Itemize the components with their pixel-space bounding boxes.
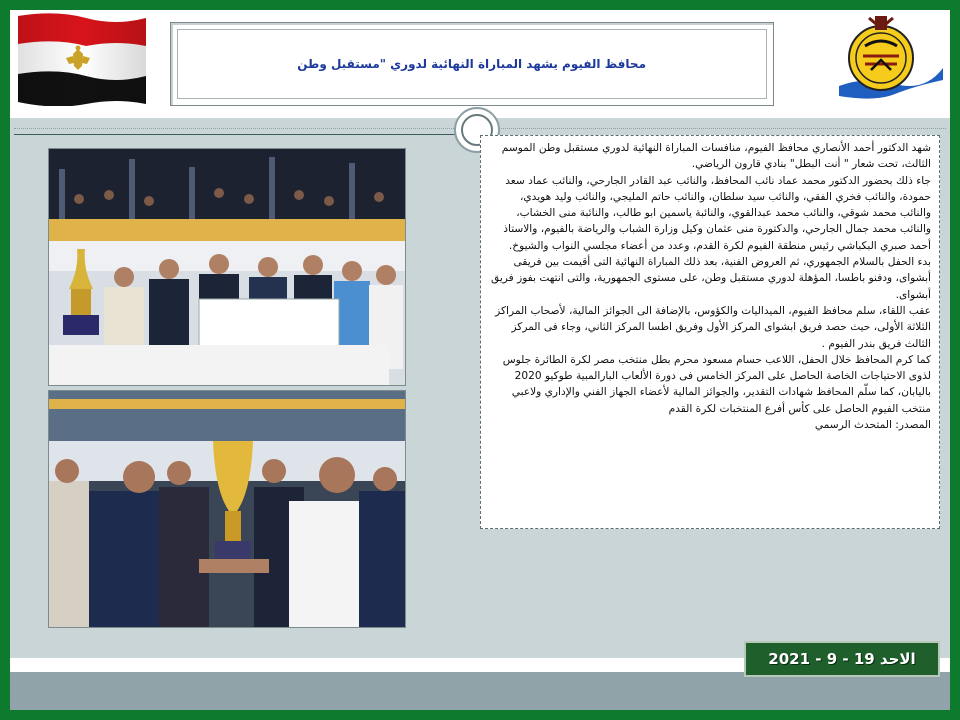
footer-band: [10, 672, 950, 710]
article-paragraph: عقب اللقاء، سلم محافظ الفيوم، الميداليات والكؤوس، بالإضافة الى الجوائز المالية، لأصحاب المراكز الثلاثة الأولى، حيث حصد فريق ابشواى المركز الأول وفريق اطسا المركز الثاني، وجاء فى المركز الثالث فريق بندر الفيوم .: [495, 304, 931, 350]
fayoum-governorate-logo-icon: [835, 14, 947, 112]
header-divider-dark: [14, 134, 494, 135]
ceremony-photo-top: [48, 148, 406, 386]
article-paragraph: جاء ذلك بحضور الدكتور محمد عماد نائب المحافظ، والنائب عبد القادر الجارحي، والنائب عماد سعد حمودة، والنائب فخري الفقي، والنائب سيد سلطان، والنائب حاتم المليجي، والنائب وليد هويدي، والنائب محمد شوقي، والنائب محمد عبدالقوي، والنائبة ياسمين ابو طالب، والنائبة منى الخشاب، والنائب محمد جمال الجارحي، والدكتورة منى عثمان وكيل وزارة الشباب والرياضة بالفيوم، والاستاذ أحمد صبري البكباشي رئيس منطقة الفيوم لكرة القدم، وعدد من أعضاء مجلسي النواب والشيوخ.: [503, 174, 931, 252]
article-paragraph: بدء الحفل بالسلام الجمهوري، ثم العروض الفنية، بعد ذلك المباراة النهائية التى أقيمت بين فريقى أبشواى، ودفنو باطسا، المؤهلة لدوري مستقبل وطن، على مستوى الجمهورية، والتى انتهت بفوز فريق أبشواى.: [491, 256, 931, 301]
title-box-inner: [177, 29, 767, 99]
date-badge: [744, 641, 940, 677]
article-paragraph: كما كرم المحافظ خلال الحفل، اللاعب حسام مسعود محرم بطل منتخب مصر لكرة الطائرة جلوس لذوى الاحتياجات الخاصة الحاصل على المركز الخامس فى دورة الألعاب البارالمبية طوكيو 2020 باليابان، كما سلّم المحافظ شهادات التقدير، والجوائز المالية لأعضاء الجهاز الفني والإداري ولاعبي منتخب الفيوم الحاصل على كأس أفرع المنتخبات لكرة القدم: [502, 353, 931, 415]
article-paragraph: شهد الدكتور أحمد الأنصاري محافظ الفيوم، منافسات المباراة النهائية لدوري مستقبل وطن الموسم الثالث، تحت شعار " أنت البطل" بنادي قارون الرياضي.: [501, 142, 931, 171]
article-text-box: [480, 135, 940, 529]
page-title: محافظ الفيوم يشهد المباراة النهائية لدوري "مستقبل وطن: [297, 57, 646, 71]
trophy-handover-photo: [48, 390, 406, 628]
egypt-flag-icon: [16, 10, 148, 106]
date-text: الاحد 19 - 9 - 2021: [768, 650, 916, 668]
article-source: المصدر: المتحدث الرسمي: [814, 419, 931, 432]
title-box: [170, 22, 774, 106]
